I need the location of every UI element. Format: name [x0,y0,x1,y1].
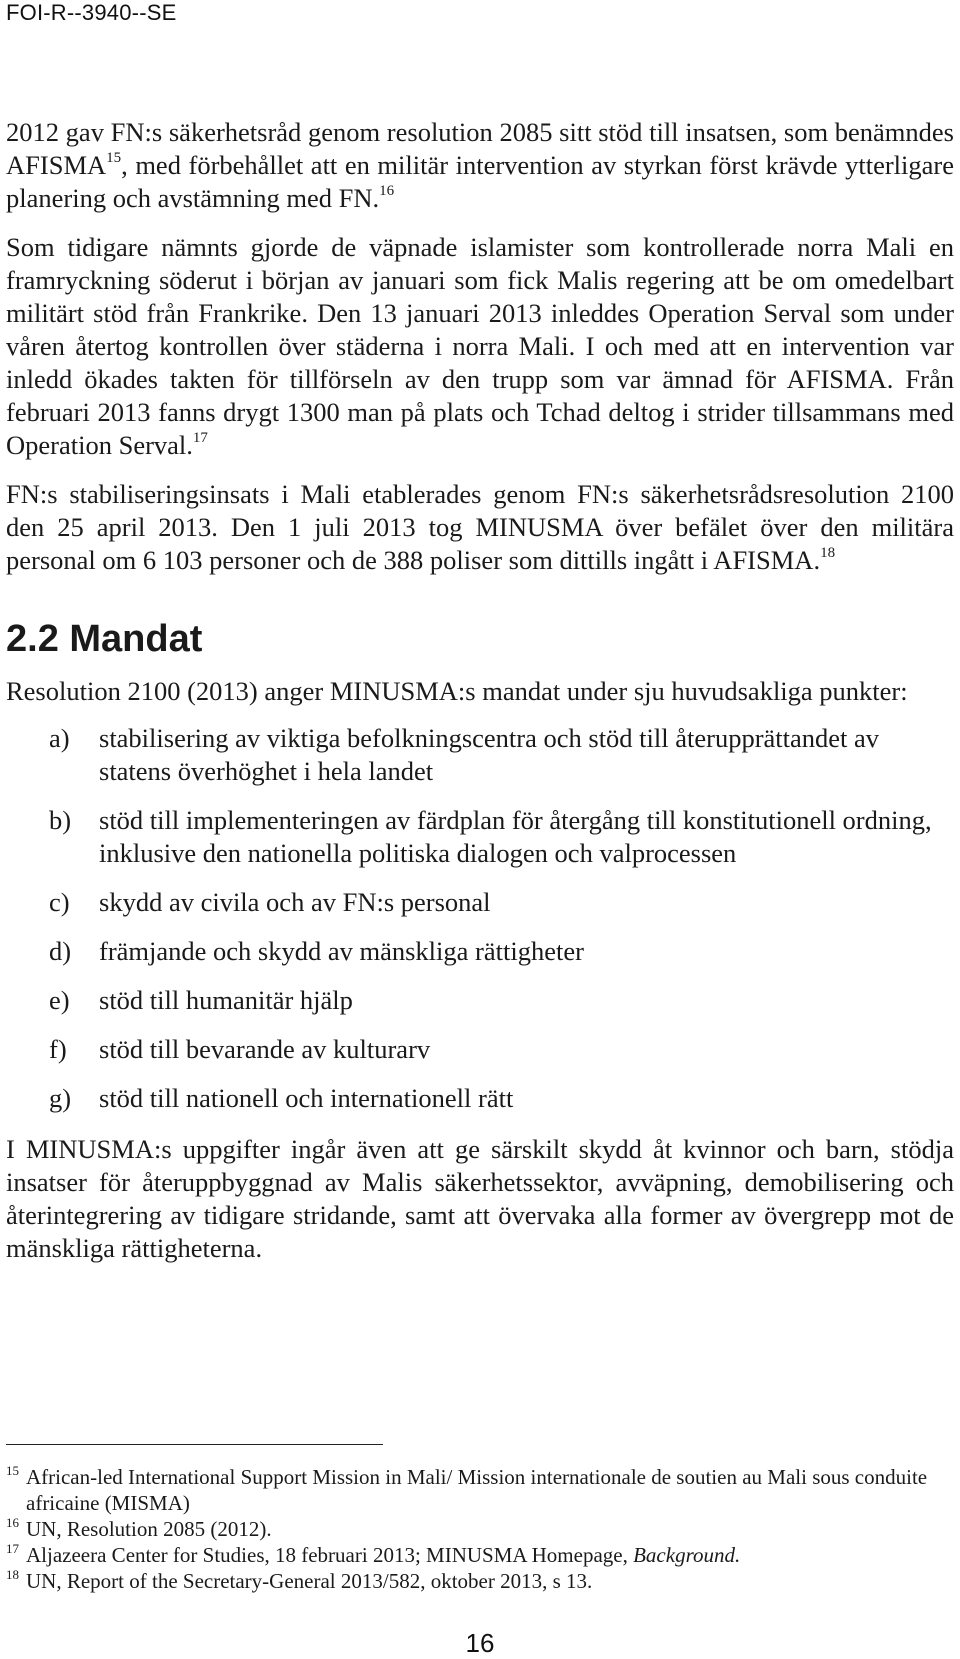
list-item-text: stöd till humanitär hjälp [99,985,353,1015]
list-item-text: skydd av civila och av FN:s personal [99,887,491,917]
list-item [6,1082,954,1115]
footnote-ref[interactable]: 15 [106,150,122,166]
footnote-text: Aljazeera Center for Studies, 18 februari 2013; MINUSMA Homepage, [26,1543,634,1567]
paragraph-text: FN:s stabiliseringsinsats i Mali etablerades genom FN:s säkerhetsrådsresolution 2100 den 25 april 2013. Den 1 juli 2013 tog MINUSMA över befälet över den militära personal om 6 103 personer och de 388 poliser som dittills ingått i AFISMA. [6,479,954,575]
list-letter: g) [49,1083,72,1113]
list-letter: e) [49,985,70,1015]
mandate-list [6,722,954,1115]
paragraph-minusma [6,478,954,577]
list-item [6,984,954,1017]
footnote-divider [6,1444,383,1445]
paragraph-text: , med förbehållet att en militär intervention av styrkan först krävde ytterligare planering och avstämning med FN. [6,150,954,213]
list-item [6,722,954,788]
list-letter: c) [49,887,70,917]
paragraph-text: Som tidigare nämnts gjorde de väpnade islamister som kontrollerade norra Mali en framryckning söderut i början av januari som fick Malis regering att be om omedelbart militärt stöd från Frankrike. Den 13 januari 2013 inleddes Operation Serval som under våren återtog kontrollen över städerna i norra Mali. I och med att en intervention var inledd ökades takten för tillförseln av den trupp som var ämnad för AFISMA. Från februari 2013 fanns drygt 1300 man på plats och Tchad deltog i strider tillsammans med Operation Serval. [6,232,954,460]
main-content [6,116,954,1265]
section-heading: 2.2 Mandat [6,618,203,660]
paragraph-text: 2012 gav FN:s säkerhetsråd genom resolution 2085 sitt stöd till insatsen, som benämndes AFISMA [6,117,954,180]
list-item [6,886,954,919]
footnote-ref[interactable]: 16 [379,183,395,199]
footnote-text: UN, Resolution 2085 (2012). [26,1517,272,1541]
footnote: $^{17}$ Aljazeera Center for Studies, 18 februari 2013; MINUSMA Homepage, Background. [6,1541,741,1567]
list-item [6,1033,954,1066]
footnote: $^{15}$ African-led International Support Mission in Mali/ Mission internationale de soutien au Mali sous conduite africaine (MISMA) [6,1463,928,1515]
list-item [6,804,954,870]
closing-paragraph: I MINUSMA:s uppgifter ingår även att ge särskilt skydd åt kvinnor och barn, stödja insatser för återuppbyggnad av Malis säkerhetssektor, avväpning, demobilisering och återintegrering av tidigare stridande, samt att övervaka alla former av övergrepp mot de mänskliga rättigheterna. [6,1134,954,1263]
paragraph-afisma [6,116,954,215]
document-id: FOI-R--3940--SE [6,0,177,25]
list-item-text: stabilisering av viktiga befolkningscentra och stöd till återupprättandet av statens överhöghet i hela landet [99,723,880,786]
mandate-intro: Resolution 2100 (2013) anger MINUSMA:s mandat under sju huvudsakliga punkter: [6,676,908,706]
footnotes [6,1464,954,1594]
footnote-italic-text: Background. [633,1543,741,1567]
list-item-text: främjande och skydd av mänskliga rättigheter [99,936,584,966]
footnote-ref[interactable]: 17 [192,430,208,446]
footnote-text: African-led International Support Mission in Mali/ Mission internationale de soutien au Mali sous conduite africaine (MISMA) [26,1465,928,1515]
list-letter: d) [49,936,72,966]
footnote: $^{18}$ UN, Report of the Secretary-General 2013/582, oktober 2013, s 13. [6,1567,593,1593]
list-item-text: stöd till implementeringen av färdplan för återgång till konstitutionell ordning, inklusive den nationella politiska dialogen och valprocessen [99,805,932,868]
list-letter: f) [49,1034,67,1064]
footnote-text: UN, Report of the Secretary-General 2013/582, oktober 2013, s 13. [26,1569,593,1593]
list-letter: b) [49,805,72,835]
paragraph-serval [6,231,954,462]
list-letter: a) [49,723,70,753]
list-item-text: stöd till nationell och internationell rätt [99,1083,514,1113]
list-item [6,935,954,968]
footnote-ref[interactable]: 18 [820,545,836,561]
footnote: $^{16}$ UN, Resolution 2085 (2012). [6,1515,272,1541]
list-item-text: stöd till bevarande av kulturarv [99,1034,431,1064]
page-number: 16 [465,1628,495,1658]
